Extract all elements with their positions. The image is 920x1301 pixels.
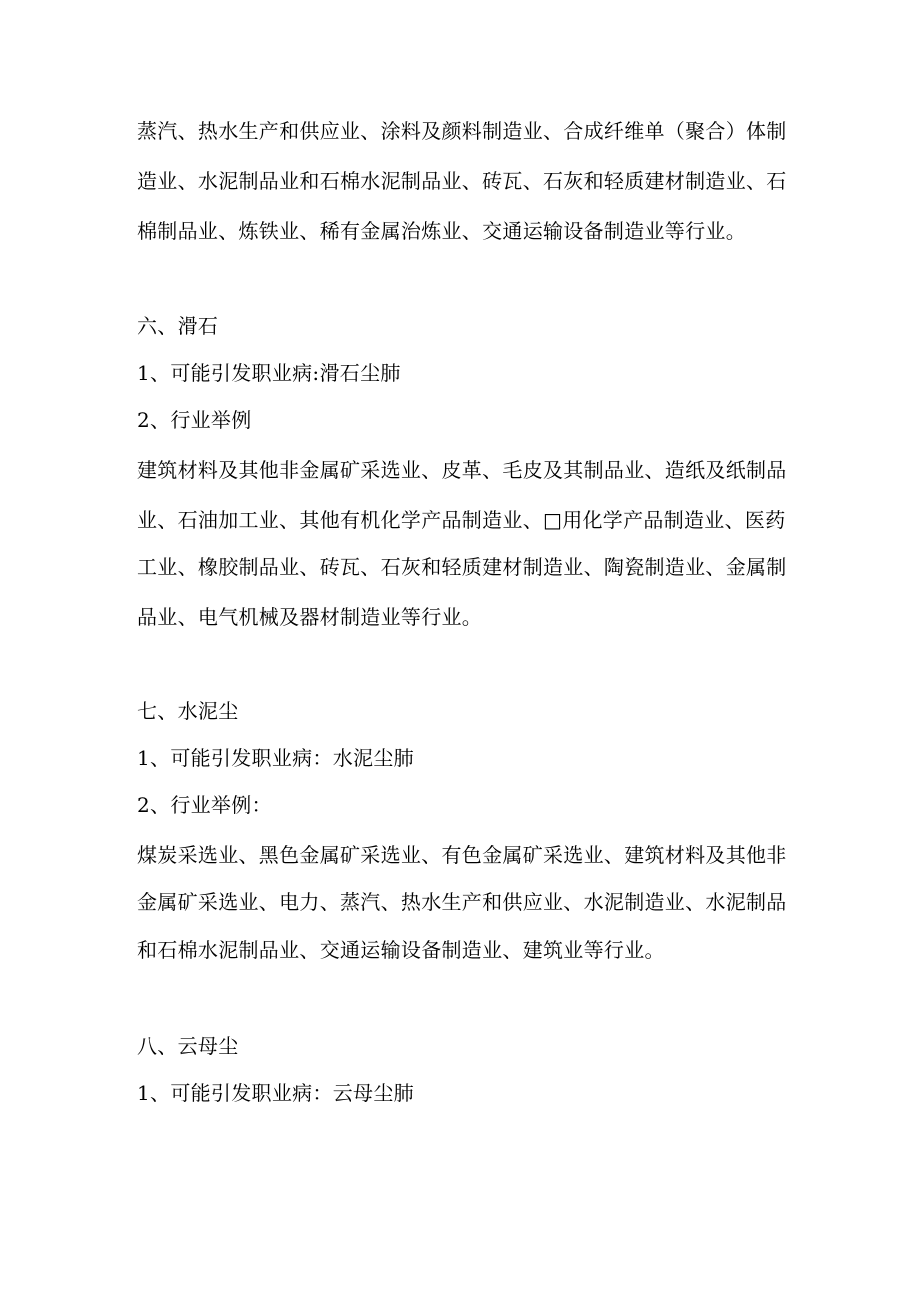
paragraph-line: 和石棉水泥制品业、交通运输设备制造业、建筑业等行业。 (137, 938, 665, 962)
disease-line: 1、可能引发职业病:滑石尘肺 (137, 361, 401, 385)
paragraph-line: 金属矿采选业、电力、蒸汽、热水生产和供应业、水泥制造业、水泥制品 (137, 890, 787, 914)
examples-label: 2、行业举例 (137, 408, 252, 432)
paragraph-line: 品业、电气机械及器材制造业等行业。 (137, 605, 483, 629)
examples-label: 2、行业举例： (137, 793, 272, 817)
paragraph-line: 业、石油加工业、其他有机化学产品制造业、□用化学产品制造业、医药 (137, 508, 786, 532)
disease-line: 1、可能引发职业病：云母尘肺 (137, 1081, 414, 1105)
paragraph-line: 棉制品业、炼铁业、稀有金属治炼业、交通运输设备制造业等行业。 (137, 219, 746, 243)
paragraph-line: 建筑材料及其他非金属矿采选业、皮革、毛皮及其制品业、造纸及纸制品 (137, 458, 787, 482)
section-heading: 七、水泥尘 (137, 699, 239, 723)
paragraph-line: 煤炭采选业、黑色金属矿采选业、有色金属矿采选业、建筑材料及其他非 (137, 843, 787, 867)
section-heading: 六、滑石 (137, 314, 219, 338)
paragraph-line: 蒸汽、热水生产和供应业、涂料及颜料制造业、合成纤维单（聚合）体制 (137, 119, 787, 143)
paragraph-line: 造业、水泥制品业和石棉水泥制品业、砖瓦、石灰和轻质建材制造业、石 (137, 169, 787, 193)
section-heading: 八、云母尘 (137, 1034, 239, 1058)
paragraph-line: 工业、橡胶制品业、砖瓦、石灰和轻质建材制造业、陶瓷制造业、金属制 (137, 555, 787, 579)
disease-line: 1、可能引发职业病：水泥尘肺 (137, 746, 414, 770)
